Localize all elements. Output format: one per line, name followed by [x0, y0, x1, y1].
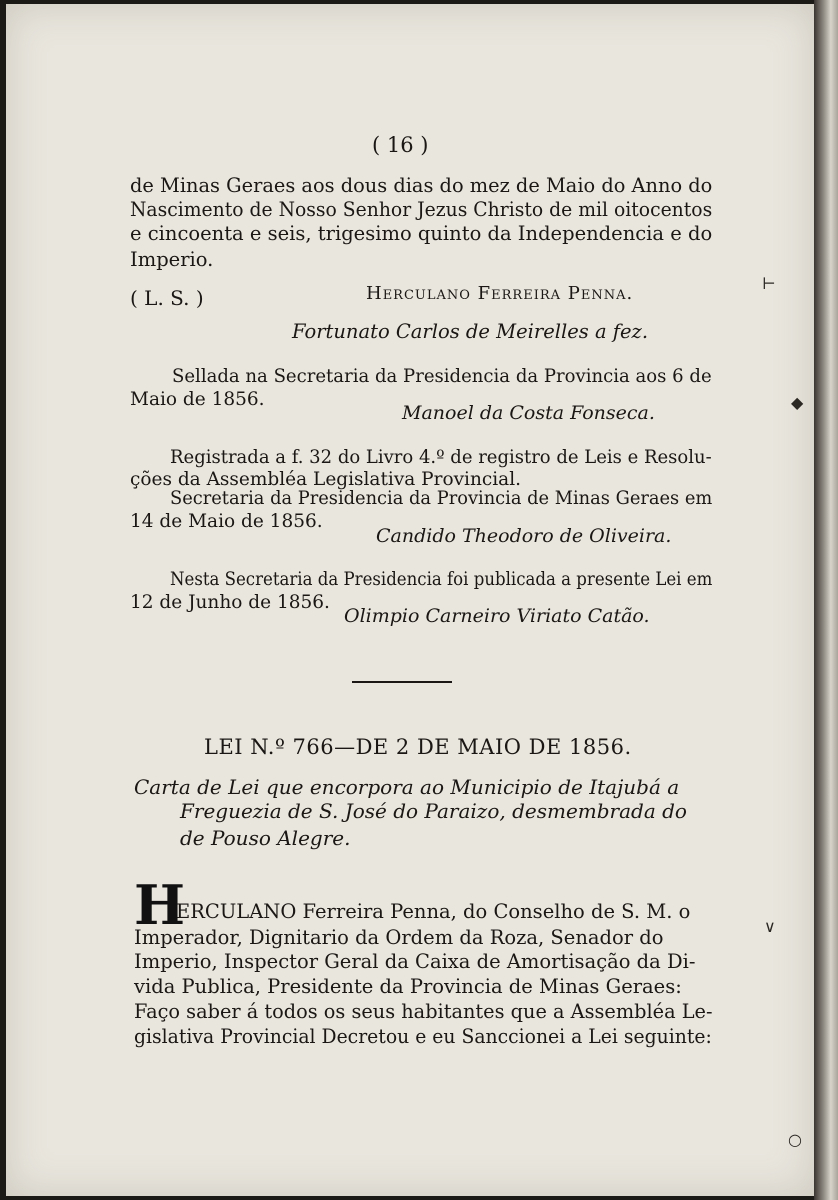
intro-line: Imperio.: [130, 248, 214, 271]
body-line: gislativa Provincial Decretou e eu Sanccionei a Lei seguinte:: [134, 1025, 712, 1048]
law-summary-line: Carta de Lei que encorpora ao Municipio de Itajubá a: [134, 775, 680, 799]
body-line: Faço saber á todos os seus habitantes que a Assembléa Le-: [134, 1000, 713, 1023]
law-title: LEI N.º 766—DE 2 DE MAIO DE 1856.: [204, 735, 632, 759]
registered-signature: Candido Theodoro de Oliveira.: [376, 525, 672, 547]
scribe-line: Fortunato Carlos de Meirelles a fez.: [292, 320, 649, 343]
sealed-line: Sellada na Secretaria da Presidencia da Provincia aos 6 de: [172, 366, 712, 387]
signer-name: Herculano Ferreira Penna.: [366, 283, 634, 304]
seal-mark: ( L. S. ): [130, 286, 204, 310]
registered-line: ções da Assembléa Legislativa Provincial.: [130, 469, 521, 490]
body-line: Imperio, Inspector Geral da Caixa de Amortisação da Di-: [134, 950, 696, 973]
body-line: vida Publica, Presidente da Provincia de Minas Geraes:: [134, 975, 682, 998]
margin-mark: ∨: [764, 917, 776, 936]
page-number: ( 16 ): [372, 133, 429, 157]
margin-mark: ⊢: [762, 274, 776, 293]
drop-cap: H: [134, 873, 186, 937]
intro-line: Nascimento de Nosso Senhor Jezus Christo de mil oitocentos: [130, 198, 713, 221]
section-divider: [352, 681, 452, 683]
binding-edge: [814, 0, 838, 1200]
law-summary-line: de Pouso Alegre.: [180, 826, 351, 850]
sealed-signature: Manoel da Costa Fonseca.: [402, 402, 655, 424]
published-line: 12 de Junho de 1856.: [130, 592, 330, 613]
body-line: ERCULANO Ferreira Penna, do Conselho de S. M. o: [176, 900, 691, 923]
body-line: Imperador, Dignitario da Ordem da Roza, Senador do: [134, 926, 664, 949]
registered-line: Secretaria da Presidencia da Provincia de Minas Geraes em: [170, 488, 713, 509]
published-signature: Olimpio Carneiro Viriato Catão.: [344, 605, 650, 627]
sealed-line: Maio de 1856.: [130, 389, 265, 410]
intro-line: e cincoenta e seis, trigesimo quinto da Independencia e do: [130, 222, 713, 245]
margin-mark: ○: [788, 1130, 802, 1149]
margin-mark: ◆: [791, 393, 804, 412]
registered-line: Registrada a f. 32 do Livro 4.º de registro de Leis e Resolu-: [170, 447, 712, 468]
published-line: Nesta Secretaria da Presidencia foi publicada a presente Lei em: [170, 569, 713, 590]
intro-line: de Minas Geraes aos dous dias do mez de Maio do Anno do: [130, 174, 713, 197]
law-summary-line: Freguezia de S. José do Paraizo, desmembrada do: [180, 799, 687, 823]
registered-line: 14 de Maio de 1856.: [130, 511, 323, 532]
